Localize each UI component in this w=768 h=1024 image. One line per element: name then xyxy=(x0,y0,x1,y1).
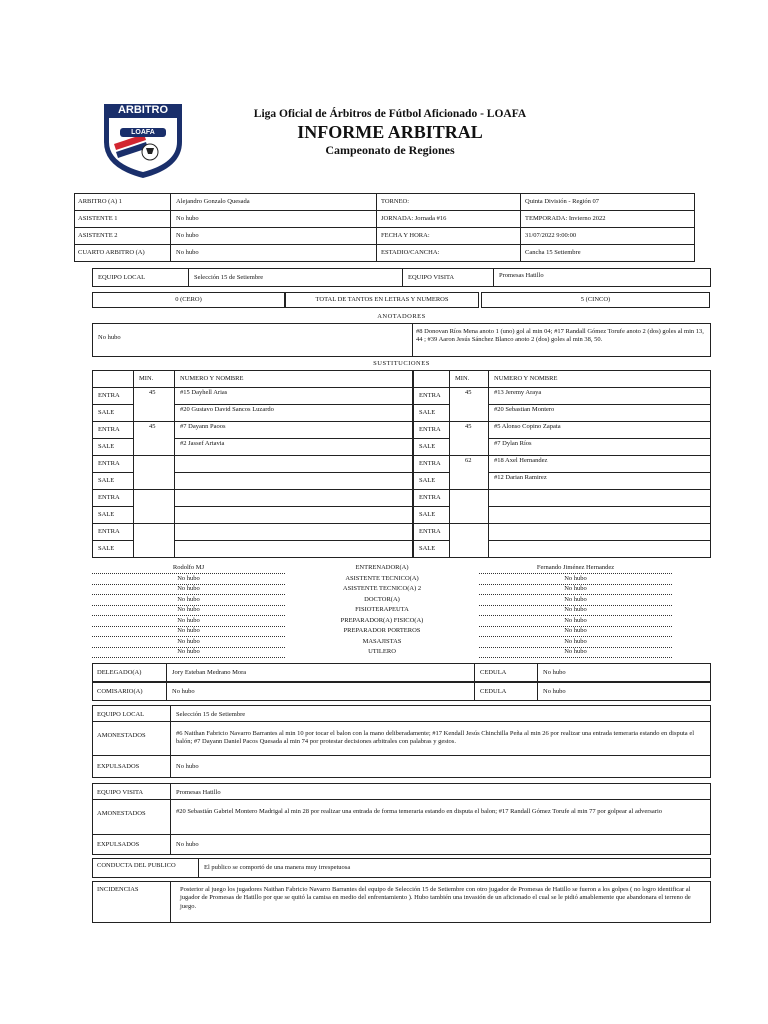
staff-local: No hubo xyxy=(177,574,200,582)
subs-minute: 45 xyxy=(465,423,472,430)
conduct-value: El publico se comportó de una manera muy irrespetuosa xyxy=(204,864,351,871)
subs-type: SALE xyxy=(98,511,115,518)
local-scorers: No hubo xyxy=(98,334,121,341)
subs-type: SALE xyxy=(419,477,436,484)
conduct-row xyxy=(92,858,711,878)
subs-type: SALE xyxy=(419,443,436,450)
staff-local: No hubo xyxy=(177,595,200,603)
subs-name-header: NUMERO Y NOMBRE xyxy=(494,375,558,382)
round-label: JORNADA: Jornada #16 xyxy=(381,215,447,222)
subs-type: SALE xyxy=(98,477,115,484)
logo-top-text: ARBITRO xyxy=(117,104,169,116)
logo xyxy=(100,98,186,180)
discipline-local-sendoffs-label: EXPULSADOS xyxy=(97,763,140,770)
commissioner-id-value: No hubo xyxy=(543,688,566,695)
staff-local: Rodolfo MJ xyxy=(172,564,205,571)
date-value: 31/07/2022 9:00:00 xyxy=(525,232,577,239)
subs-type: ENTRA xyxy=(419,392,441,399)
discipline-visit-team-label: EQUIPO VISITA xyxy=(97,789,144,796)
discipline-local-team-label: EQUIPO LOCAL xyxy=(97,711,145,718)
subs-type: ENTRA xyxy=(98,460,120,467)
fourth-referee-label: CUARTO ARBITRO (A) xyxy=(78,249,145,256)
delegate-value: Jory Esteban Medrano Mora xyxy=(172,669,247,676)
referee-value: Alejandro Gonzalo Quesada xyxy=(176,198,250,205)
staff-role: UTILERO xyxy=(368,648,396,655)
page-title: INFORME ARBITRAL xyxy=(297,122,483,142)
discipline-visit-cautions: #20 Sebastián Gabriel Montero Madrigal al min 28 por realizar una entrada de forma temeraria estando en disputa el balon; #17 Randall Gómez Torufe al min 77 por golpear al adversario xyxy=(176,808,663,815)
staff-role: FISIOTERAPEUTA xyxy=(355,606,409,613)
local-score: 0 (CERO) xyxy=(175,296,202,303)
local-team-label: EQUIPO LOCAL xyxy=(98,274,146,281)
staff-role: MASAJISTAS xyxy=(362,637,402,645)
subs-type: ENTRA xyxy=(98,494,120,501)
subs-min-header: MIN. xyxy=(455,375,470,382)
subs-type: ENTRA xyxy=(419,426,441,433)
commissioner-id-label: CEDULA xyxy=(480,688,507,695)
assistant2-label: ASISTENTE 2 xyxy=(78,232,118,239)
subs-player: #12 Darian Ramirez xyxy=(494,474,547,481)
subs-type: ENTRA xyxy=(98,392,120,399)
subs-minute: 45 xyxy=(149,423,156,430)
conduct-label: CONDUCTA DEL PUBLICO xyxy=(97,862,176,869)
subs-type: SALE xyxy=(419,545,436,552)
delegate-label: DELEGADO(A) xyxy=(97,669,142,676)
page-subtitle: Campeonato de Regiones xyxy=(325,143,455,157)
subs-type: SALE xyxy=(419,409,436,416)
commissioner-value: No hubo xyxy=(172,688,195,695)
staff-visit: No hubo xyxy=(564,574,587,582)
subs-minute: 45 xyxy=(149,389,156,396)
staff-visit: No hubo xyxy=(564,595,587,603)
visit-team-label: EQUIPO VISITA xyxy=(408,274,455,281)
subs-title: SUSTITUCIONES xyxy=(373,360,430,367)
stadium-label: ESTADIO/CANCHA: xyxy=(381,249,440,256)
subs-minute: 62 xyxy=(465,457,472,464)
discipline-visit-team: Promesas Hatillo xyxy=(176,789,221,796)
incidents-value: Posterior al juego los jugadores Naithan Fabricio Navarro Barrantes del equipo de Selección 15 de Setiembre con otro jugador de Promesas de Hatillo se fueron a los golpes ( no logro identificar al jugador de Promesas de Hatillo por que se quitó la camisa en medio del enfrentamiento ). Hubo también una invasión de un aficionado el cual se le pidió amablemente que abandonara el terreno de juego. xyxy=(180,886,691,910)
staff-local: No hubo xyxy=(177,585,200,592)
assistant2-value: No hubo xyxy=(176,232,199,239)
subs-player: #20 Gustavo David Sancos Luzardo xyxy=(180,406,274,413)
staff-role: PREPARADOR PORTEROS xyxy=(343,627,421,634)
staff-local: No hubo xyxy=(177,648,200,655)
logo-bottom-text: LOAFA xyxy=(131,129,155,136)
staff-role: PREPARADOR(A) FISICO(A) xyxy=(340,616,424,624)
delegate-id-value: No hubo xyxy=(543,669,566,676)
referee-label: ARBITRO (A) 1 xyxy=(78,198,123,205)
subs-player: #18 Axel Hernandez xyxy=(494,457,548,464)
tournament-label: TORNEO: xyxy=(381,198,410,205)
subs-type: ENTRA xyxy=(419,460,441,467)
local-team-name: Selección 15 de Setiembre xyxy=(194,274,264,281)
assistant1-value: No hubo xyxy=(176,215,199,222)
season-value: TEMPORADA: Invierno 2022 xyxy=(525,215,606,222)
assistant1-label: ASISTENTE 1 xyxy=(78,215,118,222)
staff-local: No hubo xyxy=(177,637,200,645)
discipline-visit-sendoffs-label: EXPULSADOS xyxy=(97,841,140,848)
stadium-value: Cancha 15 Setiembre xyxy=(525,249,581,256)
discipline-local-cautions: #6 Naithan Fabricio Navarro Barrantes al min 10 por tocar el balon con la mano deliberadamente; #17 Kendall Jesús Chinchilla Peña al min 26 por realizar una entrada temeraria estando en disputa el balón; #7 Dayann Daniel Pacos Quesada al min 74 por protestar decisiones arbitrales con palabras y gestos. xyxy=(176,730,695,746)
league-name: Liga Oficial de Árbitros de Fútbol Aficionado - LOAFA xyxy=(253,108,527,120)
subs-local-table xyxy=(92,370,413,558)
staff-visit: No hubo xyxy=(564,606,587,613)
discipline-visit-cautions-label: AMONESTADOS xyxy=(97,810,146,817)
date-label: FECHA Y HORA: xyxy=(381,232,430,239)
staff-local: No hubo xyxy=(177,606,200,613)
subs-type: SALE xyxy=(98,409,115,416)
subs-player: #20 Sebastian Montero xyxy=(494,406,555,413)
subs-player: #7 Dayann Paoos xyxy=(180,423,226,430)
score-label: TOTAL DE TANTOS EN LETRAS Y NUMEROS xyxy=(315,296,449,303)
subs-type: SALE xyxy=(98,545,115,552)
staff-visit: No hubo xyxy=(564,616,587,624)
visit-score: 5 (CINCO) xyxy=(580,296,611,303)
staff-visit: No hubo xyxy=(564,585,587,592)
subs-type: SALE xyxy=(419,511,436,518)
staff-role: ASISTENTE TECNICO(A) 2 xyxy=(342,585,422,592)
visit-scorers: #8 Donovan Ríos Mena anoto 1 (uno) gol al min 04; #17 Randall Gómez Torufe anoto 2 (dos) goles al min 13, 44 ; #39 Aaron Jesús Sánchez Blanco anoto 2 (dos) goles al min 38, 50. xyxy=(416,328,704,344)
discipline-local-sendoffs: No hubo xyxy=(176,763,199,770)
delegate-id-label: CEDULA xyxy=(480,669,507,676)
incidents-label: INCIDENCIAS xyxy=(97,886,139,893)
visit-team-name: Promesas Hatillo xyxy=(499,272,544,279)
subs-visit-table xyxy=(413,370,711,558)
discipline-visit-sendoffs: No hubo xyxy=(176,841,199,848)
staff-visit: No hubo xyxy=(564,648,587,655)
subs-player: #15 Dayhell Arias xyxy=(180,389,228,396)
staff-visit: No hubo xyxy=(564,627,587,634)
subs-player: #5 Alonso Copino Zapata xyxy=(494,423,561,430)
subs-player: #2 Jassef Artavia xyxy=(180,440,225,447)
subs-type: ENTRA xyxy=(419,494,441,501)
subs-player: #7 Dylan Ríos xyxy=(494,440,532,447)
staff-local: No hubo xyxy=(177,616,200,624)
subs-min-header: MIN. xyxy=(139,375,154,382)
subs-player: #13 Jeremy Araya xyxy=(494,389,542,396)
commissioner-label: COMISARIO(A) xyxy=(97,688,143,695)
subs-type: ENTRA xyxy=(98,426,120,433)
subs-minute: 45 xyxy=(465,389,472,396)
staff-role: DOCTOR(A) xyxy=(364,595,400,603)
scorers-title: ANOTADORES xyxy=(377,313,426,320)
subs-type: ENTRA xyxy=(419,528,441,535)
staff-local: No hubo xyxy=(177,627,200,634)
staff-role: ASISTENTE TECNICO(A) xyxy=(345,574,419,582)
staff-visit: Fernando Jiménez Hernandez xyxy=(536,564,615,571)
subs-type: ENTRA xyxy=(98,528,120,535)
subs-type: SALE xyxy=(98,443,115,450)
discipline-local-cautions-label: AMONESTADOS xyxy=(97,732,146,739)
staff-visit: No hubo xyxy=(564,637,587,645)
subs-name-header: NUMERO Y NOMBRE xyxy=(180,375,244,382)
staff-role: ENTRENADOR(A) xyxy=(355,564,409,571)
fourth-referee-value: No hubo xyxy=(176,249,199,256)
tournament-value: Quinta División - Región 07 xyxy=(525,198,600,205)
discipline-local-team: Selección 15 de Setiembre xyxy=(176,711,246,718)
